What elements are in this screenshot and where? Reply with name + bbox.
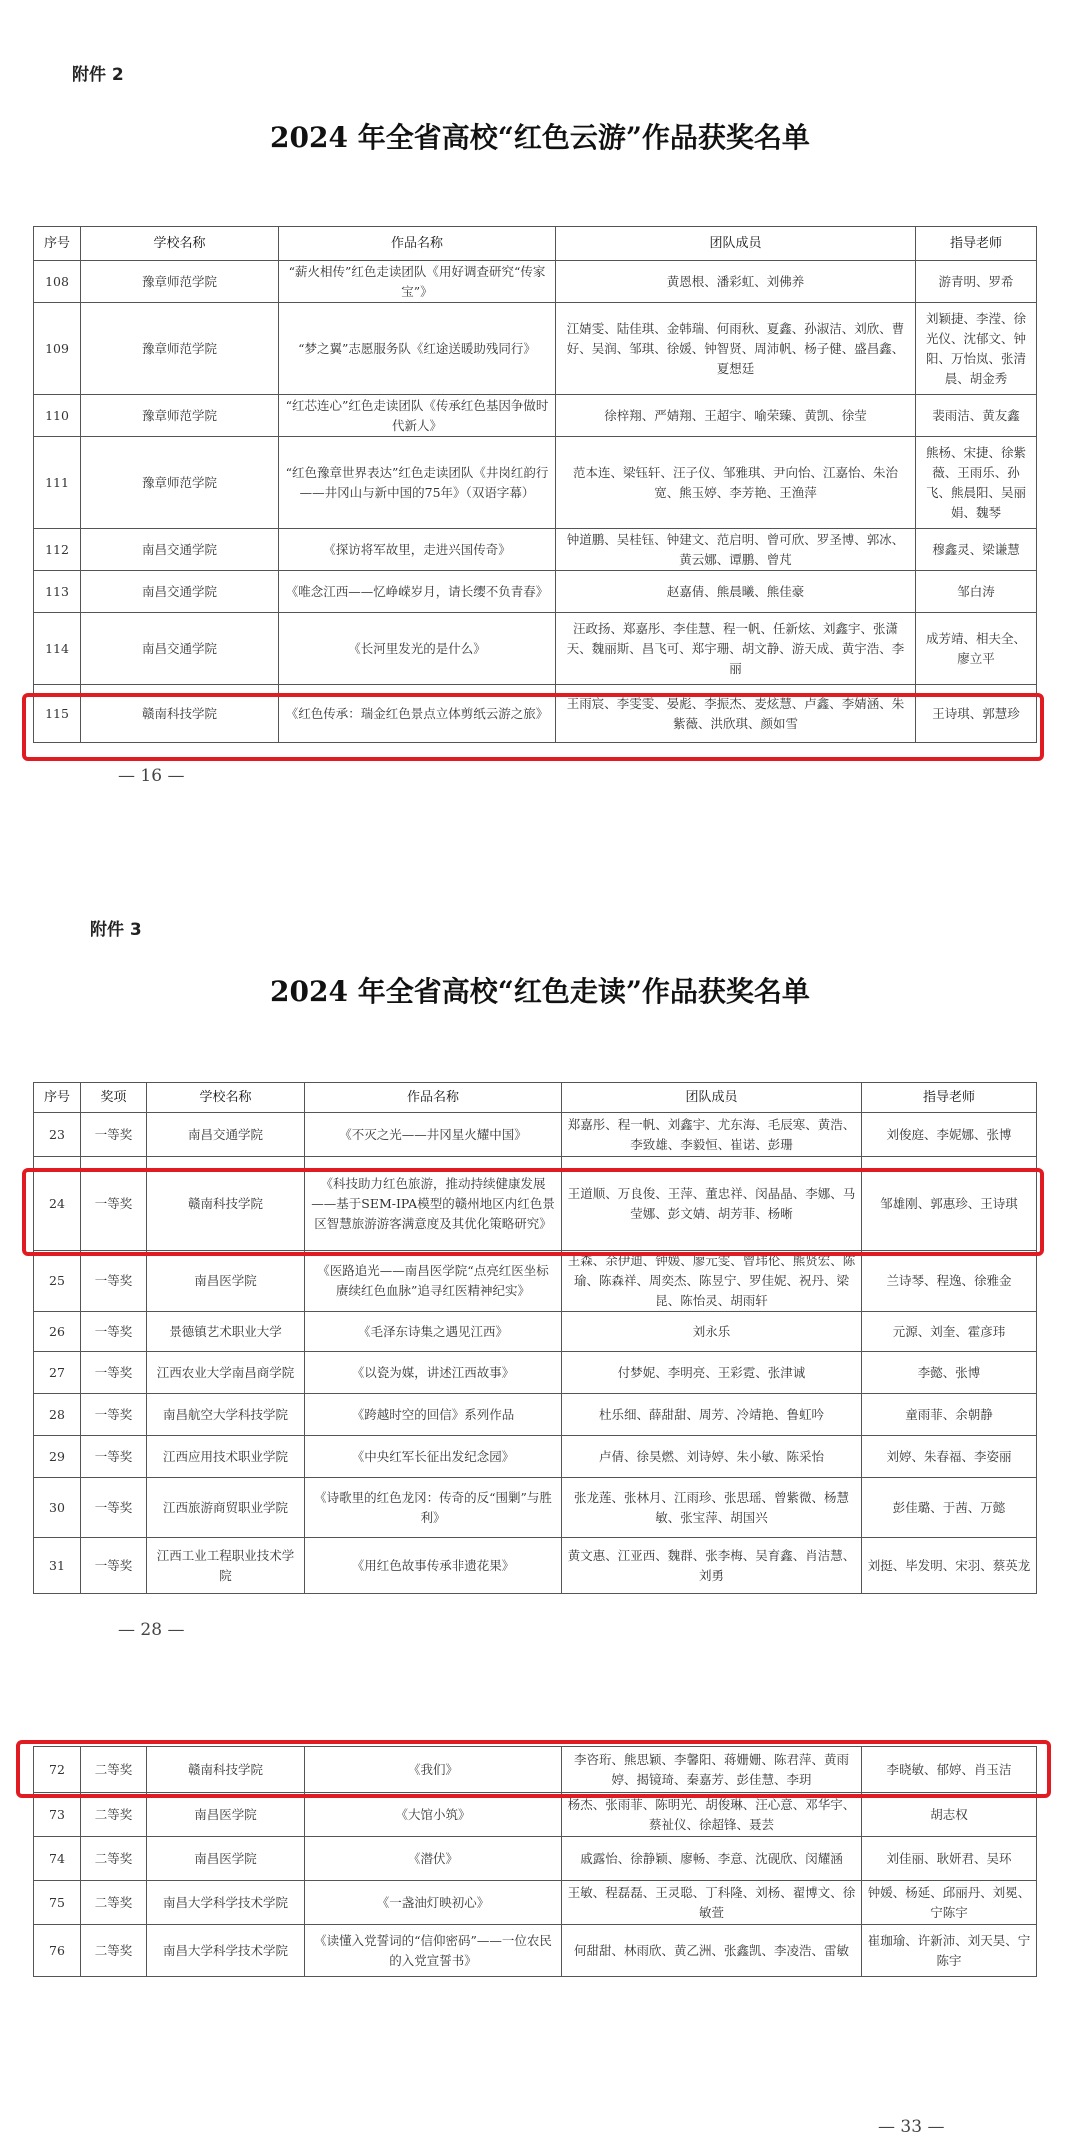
table-cell: 29	[34, 1436, 81, 1478]
table-cell: 28	[34, 1394, 81, 1436]
table-cell: 一等奖	[81, 1113, 147, 1157]
table-cell: 崔珈瑜、许新沛、刘天昊、宁陈宇	[862, 1925, 1037, 1977]
table-cell: 74	[34, 1837, 81, 1881]
highlight-box	[22, 693, 1044, 761]
table-cell: 豫章师范学院	[81, 303, 279, 395]
table-cell: 汪政扬、郑嘉彤、李佳慧、程一帆、任新炫、刘鑫宇、张潇天、魏丽斯、昌飞可、郑宇珊、胡文静、游天成、黄宇浩、李丽	[556, 613, 916, 685]
table-cell: 72	[34, 1747, 81, 1793]
table-cell: 豫章师范学院	[81, 395, 279, 437]
table-row	[34, 1881, 1037, 1925]
table-cell: 邹雄刚、郭惠珍、王诗琪	[862, 1157, 1037, 1251]
table-cell: 115	[34, 685, 81, 743]
table-cell: 何甜甜、林雨欣、黄乙洲、张鑫凯、李凌浩、雷敏	[562, 1925, 862, 1977]
table-cell: 王敏、程磊磊、王灵聪、丁科隆、刘杨、翟博文、徐敏萱	[562, 1881, 862, 1925]
table-cell: 112	[34, 529, 81, 571]
col-header-award: 奖项	[81, 1083, 147, 1113]
table-cell: 《读懂入党誓词的“信仰密码”——一位农民的入党宣誓书》	[305, 1925, 562, 1977]
table-cell: 111	[34, 437, 81, 529]
table-row	[34, 395, 1037, 437]
table-cell: 南昌交通学院	[81, 571, 279, 613]
page-number: — 16 —	[118, 766, 185, 786]
table-cell: 76	[34, 1925, 81, 1977]
table-cell: 南昌医学院	[147, 1251, 305, 1312]
table-cell: 王道顺、万良俊、王萍、董忠祥、闵晶晶、李娜、马莹娜、彭文婧、胡芳菲、杨晰	[562, 1157, 862, 1251]
table-cell: 刘挺、毕发明、宋羽、蔡英龙	[862, 1538, 1037, 1594]
table-cell: 裴雨洁、黄友鑫	[916, 395, 1037, 437]
table-cell: 江西农业大学南昌商学院	[147, 1352, 305, 1394]
page-title: 2024 年全省高校“红色走读”作品获奖名单	[270, 975, 810, 1008]
page-number: — 33 —	[878, 2117, 945, 2137]
table-cell: 熊杨、宋捷、徐紫薇、王雨乐、孙飞、熊晨阳、吴丽娟、魏琴	[916, 437, 1037, 529]
table-cell: 豫章师范学院	[81, 437, 279, 529]
table-cell: 徐梓翔、严婧翔、王超宇、喻荣臻、黄凯、徐莹	[556, 395, 916, 437]
table-cell: 《红色传承：瑞金红色景点立体剪纸云游之旅》	[279, 685, 556, 743]
table-cell: 30	[34, 1478, 81, 1538]
table-cell: 赣南科技学院	[147, 1157, 305, 1251]
table-cell: 23	[34, 1113, 81, 1157]
table-cell: 李晓敏、郁婷、肖玉洁	[862, 1747, 1037, 1793]
table-row	[34, 1478, 1037, 1538]
table-cell: 游青明、罗希	[916, 261, 1037, 303]
table-cell: 113	[34, 571, 81, 613]
table-cell: 兰诗琴、程逸、徐雅金	[862, 1251, 1037, 1312]
table-cell: 《诗歌里的红色龙冈：传奇的反“围剿”与胜利》	[305, 1478, 562, 1538]
table-row	[34, 303, 1037, 395]
table-cell: 110	[34, 395, 81, 437]
table-cell: 童雨菲、余朝静	[862, 1394, 1037, 1436]
table-cell: 范本连、梁钰轩、汪子仪、邹雅琪、尹向怡、江嘉怡、朱治宽、熊玉婷、李芳艳、王渔萍	[556, 437, 916, 529]
table-cell: 江西旅游商贸职业学院	[147, 1478, 305, 1538]
table-cell: 114	[34, 613, 81, 685]
table-cell: 南昌医学院	[147, 1837, 305, 1881]
table-cell: 南昌医学院	[147, 1793, 305, 1837]
col-header-school: 学校名称	[81, 227, 279, 261]
table-cell: 钟媛、杨延、邱丽丹、刘冕、宁陈宇	[862, 1881, 1037, 1925]
page-number: — 28 —	[118, 1620, 185, 1640]
table-cell: 南昌交通学院	[81, 529, 279, 571]
col-header-work: 作品名称	[305, 1083, 562, 1113]
table-cell: 《医路追光——南昌医学院“点亮红医坐标 赓续红色血脉”追寻红医精神纪实》	[305, 1251, 562, 1312]
table-cell: 二等奖	[81, 1793, 147, 1837]
table-cell: 一等奖	[81, 1157, 147, 1251]
table-cell: 《中央红军长征出发纪念园》	[305, 1436, 562, 1478]
table-cell: 二等奖	[81, 1747, 147, 1793]
table-cell: 王雨宸、李雯雯、晏彪、李振杰、麦炫慧、卢鑫、李婧涵、朱紫薇、洪欣琪、颜如雪	[556, 685, 916, 743]
table-cell: 31	[34, 1538, 81, 1594]
table-cell: 24	[34, 1157, 81, 1251]
table-cell: 邹白涛	[916, 571, 1037, 613]
table-cell: 穆鑫灵、梁谦慧	[916, 529, 1037, 571]
table-cell: 王森、余伊迪、钟媛、廖元雯、曾玮伦、熊贤宏、陈瑜、陈森祥、周奕杰、陈昱宁、罗佳妮、祝丹、梁昆、陈怡灵、胡雨轩	[562, 1251, 862, 1312]
table-cell: “薪火相传”红色走读团队《用好调查研究“传家宝”》	[279, 261, 556, 303]
table-row	[34, 571, 1037, 613]
table-cell: 《毛泽东诗集之遇见江西》	[305, 1312, 562, 1352]
table-cell: 一等奖	[81, 1394, 147, 1436]
table-row	[34, 613, 1037, 685]
page-title: 2024 年全省高校“红色云游”作品获奖名单	[270, 121, 810, 154]
table-row	[34, 437, 1037, 529]
table-row	[34, 1837, 1037, 1881]
table-cell: 南昌交通学院	[147, 1113, 305, 1157]
table-row	[34, 1251, 1037, 1312]
table-cell: 《大馆小筑》	[305, 1793, 562, 1837]
table-cell: 成芳靖、相夫全、廖立平	[916, 613, 1037, 685]
table-cell: 杜乐细、薛甜甜、周芳、冷靖艳、鲁虹吟	[562, 1394, 862, 1436]
table-cell: 一等奖	[81, 1251, 147, 1312]
table-cell: 杨杰、张雨菲、陈明光、胡俊琳、汪心意、邓华宇、蔡祉仪、徐超锋、聂芸	[562, 1793, 862, 1837]
table-cell: 25	[34, 1251, 81, 1312]
table-row	[34, 1352, 1037, 1394]
table-cell: 《长河里发光的是什么》	[279, 613, 556, 685]
table-header-row	[34, 227, 1037, 261]
col-header-team: 团队成员	[562, 1083, 862, 1113]
table-cell: 刘永乐	[562, 1312, 862, 1352]
table-row	[34, 529, 1037, 571]
table-cell: 郑嘉彤、程一帆、刘鑫宇、尤东海、毛辰寒、黄浩、李致雄、李毅恒、崔诺、彭珊	[562, 1113, 862, 1157]
table-cell: 刘颖捷、李滢、徐光仪、沈郁文、钟阳、万怡岚、张清晨、胡金秀	[916, 303, 1037, 395]
award-table-red-cloud-tour	[33, 226, 1037, 743]
table-cell: 26	[34, 1312, 81, 1352]
table-row	[34, 1436, 1037, 1478]
table-cell: 戚露怡、徐静颖、廖畅、李意、沈砚欣、闵耀涵	[562, 1837, 862, 1881]
table-cell: 《一盏油灯映初心》	[305, 1881, 562, 1925]
table-cell: 二等奖	[81, 1837, 147, 1881]
table-cell: 赣南科技学院	[147, 1747, 305, 1793]
col-header-work: 作品名称	[279, 227, 556, 261]
table-cell: “梦之翼”志愿服务队《红途送暖助残同行》	[279, 303, 556, 395]
table-cell: “红色豫章世界表达”红色走读团队《井岗红韵行——井冈山与新中国的75年》（双语字幕）	[279, 437, 556, 529]
table-row	[34, 1312, 1037, 1352]
attachment-label: 附件 3	[90, 920, 142, 940]
table-cell: 一等奖	[81, 1436, 147, 1478]
col-header-index: 序号	[34, 227, 81, 261]
highlight-box	[22, 1168, 1044, 1256]
col-header-school: 学校名称	[147, 1083, 305, 1113]
table-cell: 付梦妮、李明亮、王彩霓、张津诚	[562, 1352, 862, 1394]
col-header-advisor: 指导老师	[916, 227, 1037, 261]
table-cell: 刘婷、朱春福、李姿丽	[862, 1436, 1037, 1478]
attachment-label: 附件 2	[72, 65, 124, 85]
table-row	[34, 1113, 1037, 1157]
table-row	[34, 1925, 1037, 1977]
table-cell: 江西应用技术职业学院	[147, 1436, 305, 1478]
table-cell: 《科技助力红色旅游，推动持续健康发展——基于SEM-IPA模型的赣州地区内红色景区智慧旅游游客满意度及其优化策略研究》	[305, 1157, 562, 1251]
table-cell: 一等奖	[81, 1538, 147, 1594]
table-cell: 李懿、张博	[862, 1352, 1037, 1394]
table-cell: 刘佳丽、耿妍君、吴环	[862, 1837, 1037, 1881]
table-cell: 《用红色故事传承非遗花果》	[305, 1538, 562, 1594]
table-header-row	[34, 1083, 1037, 1113]
table-cell: 卢倩、徐昊燃、刘诗婷、朱小敏、陈采怡	[562, 1436, 862, 1478]
highlight-box	[16, 1740, 1051, 1798]
table-row	[34, 1538, 1037, 1594]
table-cell: 109	[34, 303, 81, 395]
award-table-red-walk-read	[33, 1082, 1037, 1594]
table-cell: 108	[34, 261, 81, 303]
table-cell: 张龙莲、张林月、江雨珍、张思瑶、曾紫微、杨慧敏、张宝萍、胡国兴	[562, 1478, 862, 1538]
table-cell: 李咨珩、熊思颖、李馨阳、蒋姗姗、陈君萍、黄雨婷、揭镜琦、秦嘉芳、彭佳慧、李玥	[562, 1747, 862, 1793]
table-cell: 南昌航空大学科技学院	[147, 1394, 305, 1436]
table-cell: 75	[34, 1881, 81, 1925]
table-cell: 一等奖	[81, 1352, 147, 1394]
table-cell: 27	[34, 1352, 81, 1394]
table-cell: 南昌大学科学技术学院	[147, 1925, 305, 1977]
table-cell: 二等奖	[81, 1881, 147, 1925]
table-row	[34, 1793, 1037, 1837]
col-header-team: 团队成员	[556, 227, 916, 261]
col-header-index: 序号	[34, 1083, 81, 1113]
table-cell: “红芯连心”红色走读团队《传承红色基因争做时代新人》	[279, 395, 556, 437]
table-cell: 《唯念江西——忆峥嵘岁月，请长缨不负青春》	[279, 571, 556, 613]
table-row	[34, 261, 1037, 303]
table-cell: 《我们》	[305, 1747, 562, 1793]
table-cell: 江西工业工程职业技术学院	[147, 1538, 305, 1594]
table-cell: 黄恩根、潘彩虹、刘佛养	[556, 261, 916, 303]
table-cell: 《以瓷为媒，讲述江西故事》	[305, 1352, 562, 1394]
table-cell: 元源、刘奎、霍彦玮	[862, 1312, 1037, 1352]
table-cell: 黄文惠、江亚西、魏群、张李梅、吴育鑫、肖洁慧、刘勇	[562, 1538, 862, 1594]
table-cell: 钟道鹏、吴桂钰、钟建文、范启明、曾可欣、罗圣博、郭冰、黄云娜、谭鹏、曾芃	[556, 529, 916, 571]
col-header-advisor: 指导老师	[862, 1083, 1037, 1113]
table-cell: 一等奖	[81, 1478, 147, 1538]
table-cell: 刘俊庭、李妮娜、张博	[862, 1113, 1037, 1157]
table-cell: 二等奖	[81, 1925, 147, 1977]
table-cell: 胡志权	[862, 1793, 1037, 1837]
table-cell: 《不灭之光——井冈星火耀中国》	[305, 1113, 562, 1157]
table-cell: 景德镇艺术职业大学	[147, 1312, 305, 1352]
table-cell: 赵嘉倩、熊晨曦、熊佳豪	[556, 571, 916, 613]
table-cell: 73	[34, 1793, 81, 1837]
table-cell: 《探访将军故里，走进兴国传奇》	[279, 529, 556, 571]
table-cell: 南昌大学科学技术学院	[147, 1881, 305, 1925]
table-cell: 王诗琪、郭慧珍	[916, 685, 1037, 743]
table-row	[34, 1394, 1037, 1436]
table-cell: 江婧雯、陆佳琪、金韩瑞、何雨秋、夏鑫、孙淑洁、刘欣、曹好、吴润、邹琪、徐媛、钟智贤、周沛帆、杨子健、盛昌鑫、夏想廷	[556, 303, 916, 395]
table-cell: 南昌交通学院	[81, 613, 279, 685]
table-cell: 一等奖	[81, 1312, 147, 1352]
table-cell: 彭佳璐、于茜、万懿	[862, 1478, 1037, 1538]
table-cell: 《跨越时空的回信》系列作品	[305, 1394, 562, 1436]
table-cell: 《潜伏》	[305, 1837, 562, 1881]
table-cell: 赣南科技学院	[81, 685, 279, 743]
table-cell: 豫章师范学院	[81, 261, 279, 303]
